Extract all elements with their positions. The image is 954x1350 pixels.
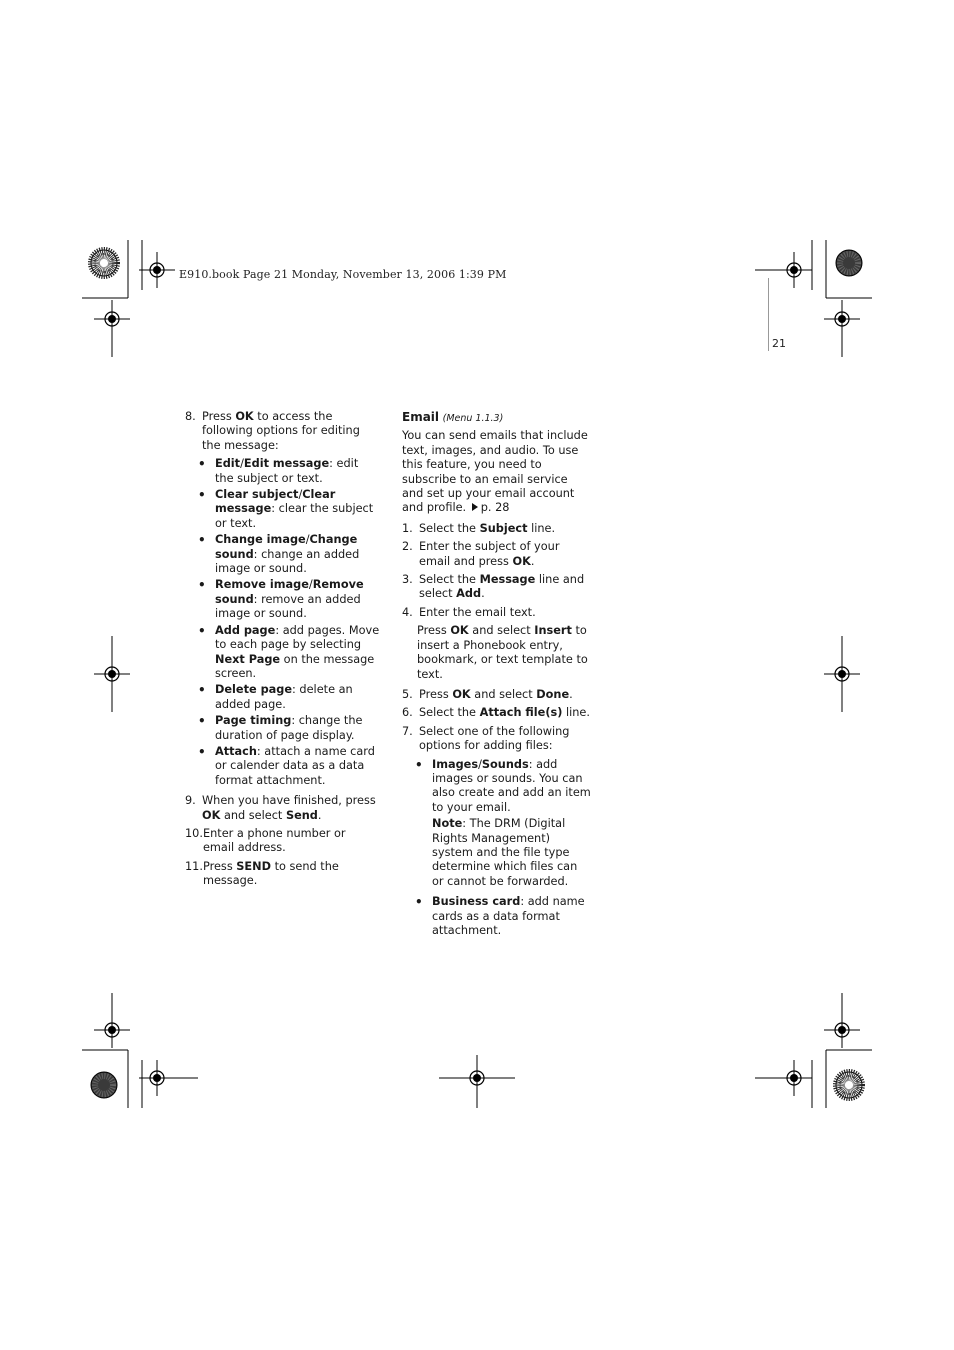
- step-3: 3. Select the Message line and select Add.: [402, 573, 585, 601]
- page-number-rule: [768, 278, 769, 351]
- step-9: 9. When you have finished, press OK and select Send.: [185, 794, 376, 822]
- list-item: • Edit/Edit message: edit the subject or text.: [198, 457, 359, 485]
- list-item: • Images/Sounds: add images or sounds. You can also create and add an item to your email.: [415, 757, 591, 814]
- registration-mark-icon: [776, 252, 812, 288]
- note: Note: The DRM (Digital Rights Management) system and the file type determine which files can or cannot be forwarded.: [432, 817, 578, 888]
- color-bar-icon: [91, 1072, 117, 1098]
- step-2: 2. Enter the subject of your email and press OK.: [402, 540, 560, 568]
- registration-mark-icon: [139, 252, 175, 288]
- step-5: 5. Press OK and select Done.: [402, 687, 573, 701]
- step-10: 10. Enter a phone number or email address.: [185, 826, 346, 855]
- step-4-detail: Press OK and select Insert to insert a Phonebook entry, bookmark, or text template to text.: [417, 624, 588, 681]
- list-item: • Remove image/Remove sound: remove an added image or sound.: [198, 578, 364, 621]
- list-item: • Add page: add pages. Move to each page by selecting Next Page on the message screen.: [198, 623, 380, 680]
- list-item: • Attach: attach a name card or calender data as a data format attachment.: [198, 744, 375, 787]
- step-7: 7. Select one of the following options for adding files:: [402, 724, 570, 753]
- step-6: 6. Select the Attach file(s) line.: [402, 706, 590, 720]
- arrow-right-icon: [472, 503, 478, 511]
- step-4: 4. Enter the email text.: [402, 605, 536, 619]
- page-number: 21: [772, 337, 786, 350]
- color-bar-icon: [836, 250, 862, 276]
- list-item: • Delete page: delete an added page.: [198, 683, 353, 711]
- step-8: 8. Press OK to access the following options for editing the message:: [185, 410, 360, 452]
- list-item: • Clear subject/Clear message: clear the subject or text.: [198, 488, 374, 530]
- section-title: Email (Menu 1.1.3): [402, 410, 504, 424]
- print-header: E910.book Page 21 Monday, November 13, 2006 1:39 PM: [179, 268, 507, 281]
- left-column: [185, 410, 380, 893]
- menu-reference: (Menu 1.1.3): [442, 413, 504, 424]
- list-item: • Business card: add name cards as a data format attachment.: [415, 895, 585, 937]
- right-column: [402, 410, 592, 940]
- color-bar-icon: [836, 1072, 862, 1098]
- step-1: 1. Select the Subject line.: [402, 521, 556, 535]
- list-item: • Change image/Change sound: change an added image or sound.: [198, 533, 360, 576]
- color-bar-icon: [91, 250, 117, 276]
- step-11: 11. Press SEND to send the message.: [185, 859, 339, 888]
- page-reference: p. 28: [480, 501, 510, 515]
- intro-paragraph: You can send emails that include text, images, and audio. To use this feature, you need to subscribe to an email service and set up your email account and profile. p. 28: [402, 429, 588, 515]
- list-item: • Page timing: change the duration of page display.: [198, 714, 363, 742]
